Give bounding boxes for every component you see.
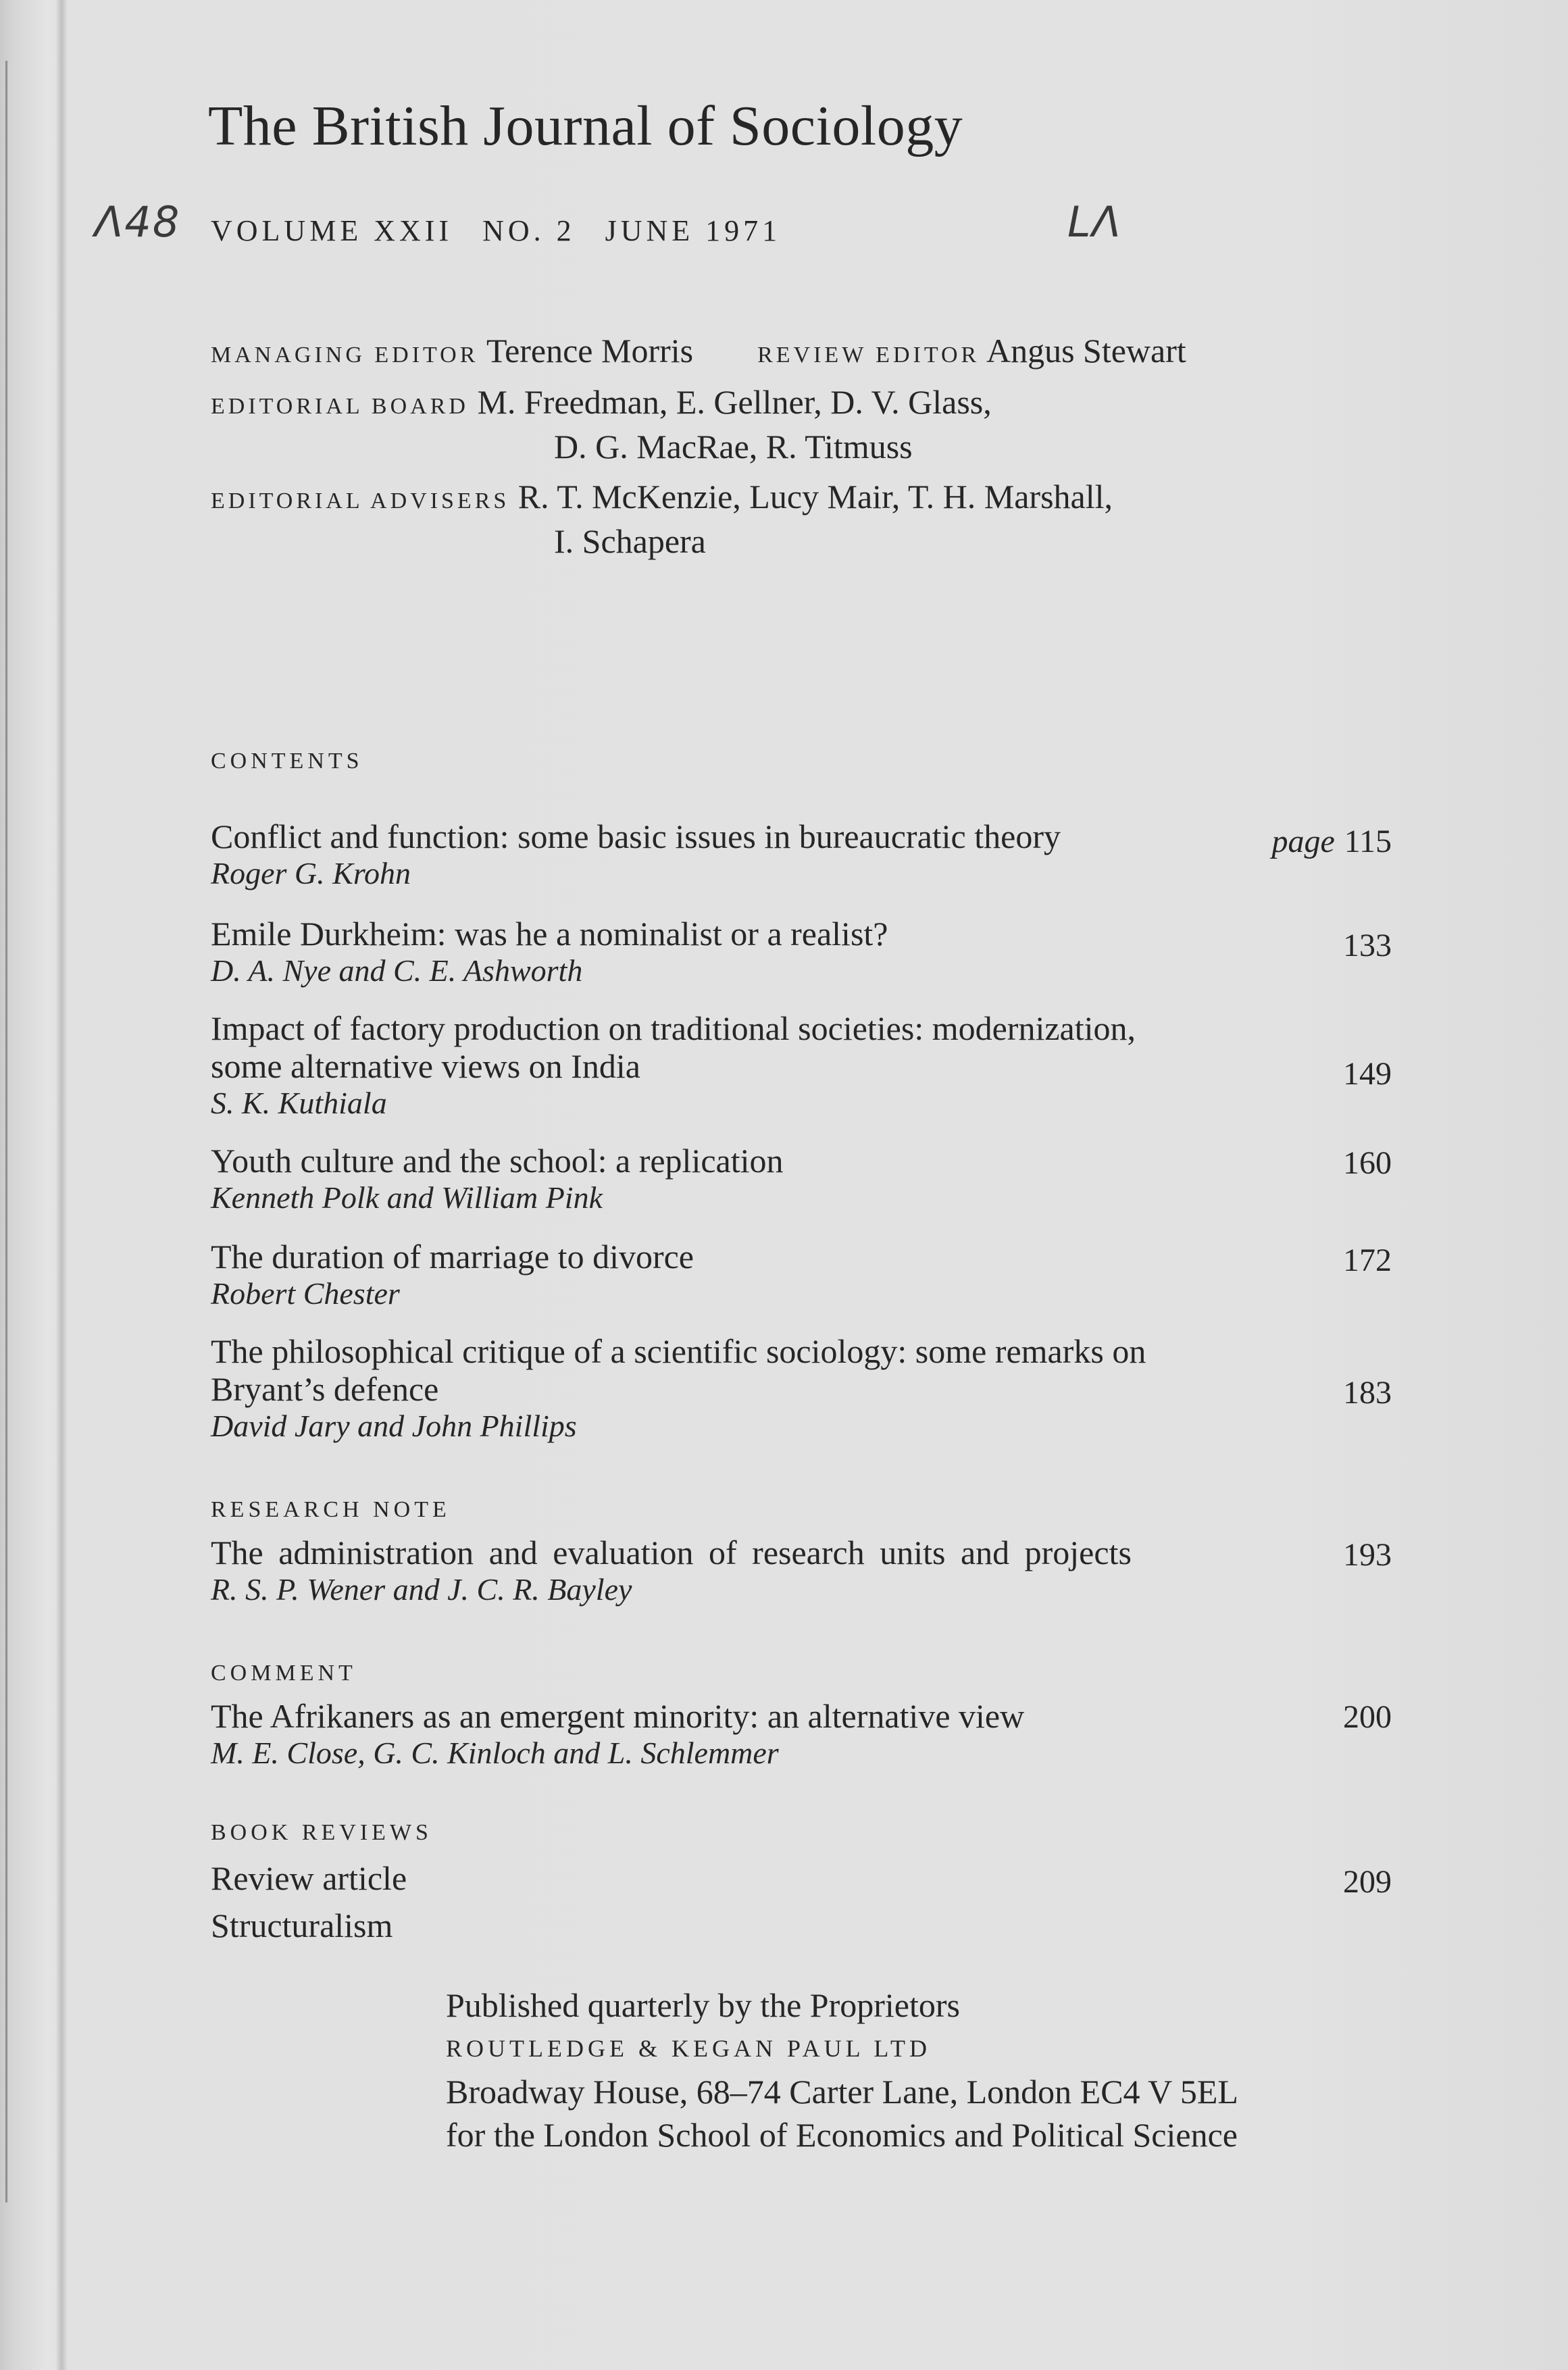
entry-title-line1: Impact of factory production on traditional societies: modernization, [211, 1009, 1136, 1047]
editorial-board-row [211, 382, 992, 422]
volume-line [211, 213, 811, 248]
review-article-label: Review article [211, 1859, 407, 1897]
review-editor-name: Angus Stewart [986, 332, 1186, 370]
entry-page [1343, 1863, 1392, 1900]
page-edge-line [5, 61, 7, 2202]
editorial-advisers-label: EDITORIAL ADVISERS [211, 488, 510, 513]
journal-title: The British Journal of Sociology [208, 95, 963, 157]
book-reviews-heading: BOOK REVIEWS [211, 1820, 432, 1845]
publisher-name: ROUTLEDGE & KEGAN PAUL LTD [446, 2035, 931, 2062]
contents-entry [211, 1142, 1392, 1216]
entry-author: Kenneth Polk and William Pink [211, 1180, 603, 1215]
contents-heading: CONTENTS [211, 749, 363, 774]
entry-title-line1: The philosophical critique of a scientific sociology: some remarks on [211, 1332, 1146, 1370]
page-number: 115 [1344, 824, 1392, 859]
entry-author: D. A. Nye and C. E. Ashworth [211, 953, 583, 988]
entry-author: S. K. Kuthiala [211, 1086, 387, 1120]
entry-page [1343, 1055, 1392, 1092]
page-number: 183 [1343, 1375, 1392, 1411]
entry-title: Youth culture and the school: a replication [211, 1142, 784, 1180]
publisher-address: Broadway House, 68–74 Carter Lane, London EC4 V 5EL [446, 2073, 1238, 2111]
entry-page [1343, 1144, 1392, 1182]
entry-author: M. E. Close, G. C. Kinloch and L. Schlemmer [211, 1736, 779, 1770]
managing-editor-name: Terence Morris [486, 332, 694, 370]
entry-page [1343, 1242, 1392, 1279]
staff-editors-row [211, 331, 1186, 370]
issue-number: NO. 2 [482, 214, 576, 247]
publisher-affiliation: for the London School of Economics and Political Science [446, 2116, 1238, 2154]
editorial-advisers-names: R. T. McKenzie, Lucy Mair, T. H. Marshall, [517, 478, 1113, 515]
entry-title-line2: some alternative views on India [211, 1047, 640, 1085]
contents-entry [211, 915, 1392, 989]
entry-page [1271, 823, 1392, 860]
book-reviews-entry [211, 1859, 1392, 1944]
review-editor-label: REVIEW EDITOR [757, 343, 980, 368]
handwritten-note-right: LΛ [1067, 197, 1122, 247]
entry-author: Roger G. Krohn [211, 856, 411, 890]
page-number: 193 [1343, 1537, 1392, 1573]
issue-date: JUNE 1971 [605, 214, 782, 247]
comment-entry [211, 1697, 1392, 1771]
contents-entry [211, 1238, 1392, 1312]
entry-page [1343, 1374, 1392, 1411]
entry-author: Robert Chester [211, 1276, 400, 1311]
entry-author: R. S. P. Wener and J. C. R. Bayley [211, 1572, 632, 1607]
page-number: 160 [1343, 1145, 1392, 1181]
volume-number: VOLUME XXII [211, 214, 453, 247]
editorial-board-label: EDITORIAL BOARD [211, 394, 469, 419]
editorial-board-names: M. Freedman, E. Gellner, D. V. Glass, [477, 383, 992, 421]
editorial-advisers-names-cont: I. Schapera [554, 522, 706, 560]
entry-title: Conflict and function: some basic issues in bureaucratic theory [211, 817, 1061, 855]
entry-page [1343, 1698, 1392, 1736]
entry-title: The duration of marriage to divorce [211, 1238, 694, 1276]
comment-heading: COMMENT [211, 1661, 357, 1686]
page-number: 209 [1343, 1864, 1392, 1900]
entry-title: The administration and evaluation of research units and projects [211, 1534, 1132, 1571]
publisher-intro: Published quarterly by the Proprietors [446, 1986, 960, 2024]
page-number: 133 [1343, 928, 1392, 963]
research-note-heading: RESEARCH NOTE [211, 1497, 451, 1522]
page-number: 200 [1343, 1699, 1392, 1735]
entry-title: Emile Durkheim: was he a nominalist or a realist? [211, 915, 888, 953]
entry-page [1343, 927, 1392, 964]
review-topic: Structuralism [211, 1907, 393, 1944]
page-number: 149 [1343, 1056, 1392, 1092]
contents-entry [211, 1332, 1392, 1444]
contents-entry [211, 1009, 1392, 1121]
editorial-board-names-cont: D. G. MacRae, R. Titmuss [554, 428, 913, 465]
page-label: page [1271, 824, 1335, 859]
entry-author: David Jary and John Phillips [211, 1409, 577, 1443]
managing-editor-label: MANAGING EDITOR [211, 343, 479, 368]
editorial-advisers-row [211, 477, 1113, 516]
entry-title-line2: Bryant’s defence [211, 1370, 439, 1408]
entry-page [1343, 1536, 1392, 1573]
contents-entry [211, 817, 1392, 892]
handwritten-note-left: Λ48 [95, 197, 181, 247]
page-number: 172 [1343, 1242, 1392, 1278]
research-note-entry [211, 1534, 1392, 1608]
entry-title: The Afrikaners as an emergent minority: an alternative view [211, 1697, 1025, 1735]
publisher-block [446, 1984, 1238, 2157]
binding-shadow [55, 0, 68, 2370]
